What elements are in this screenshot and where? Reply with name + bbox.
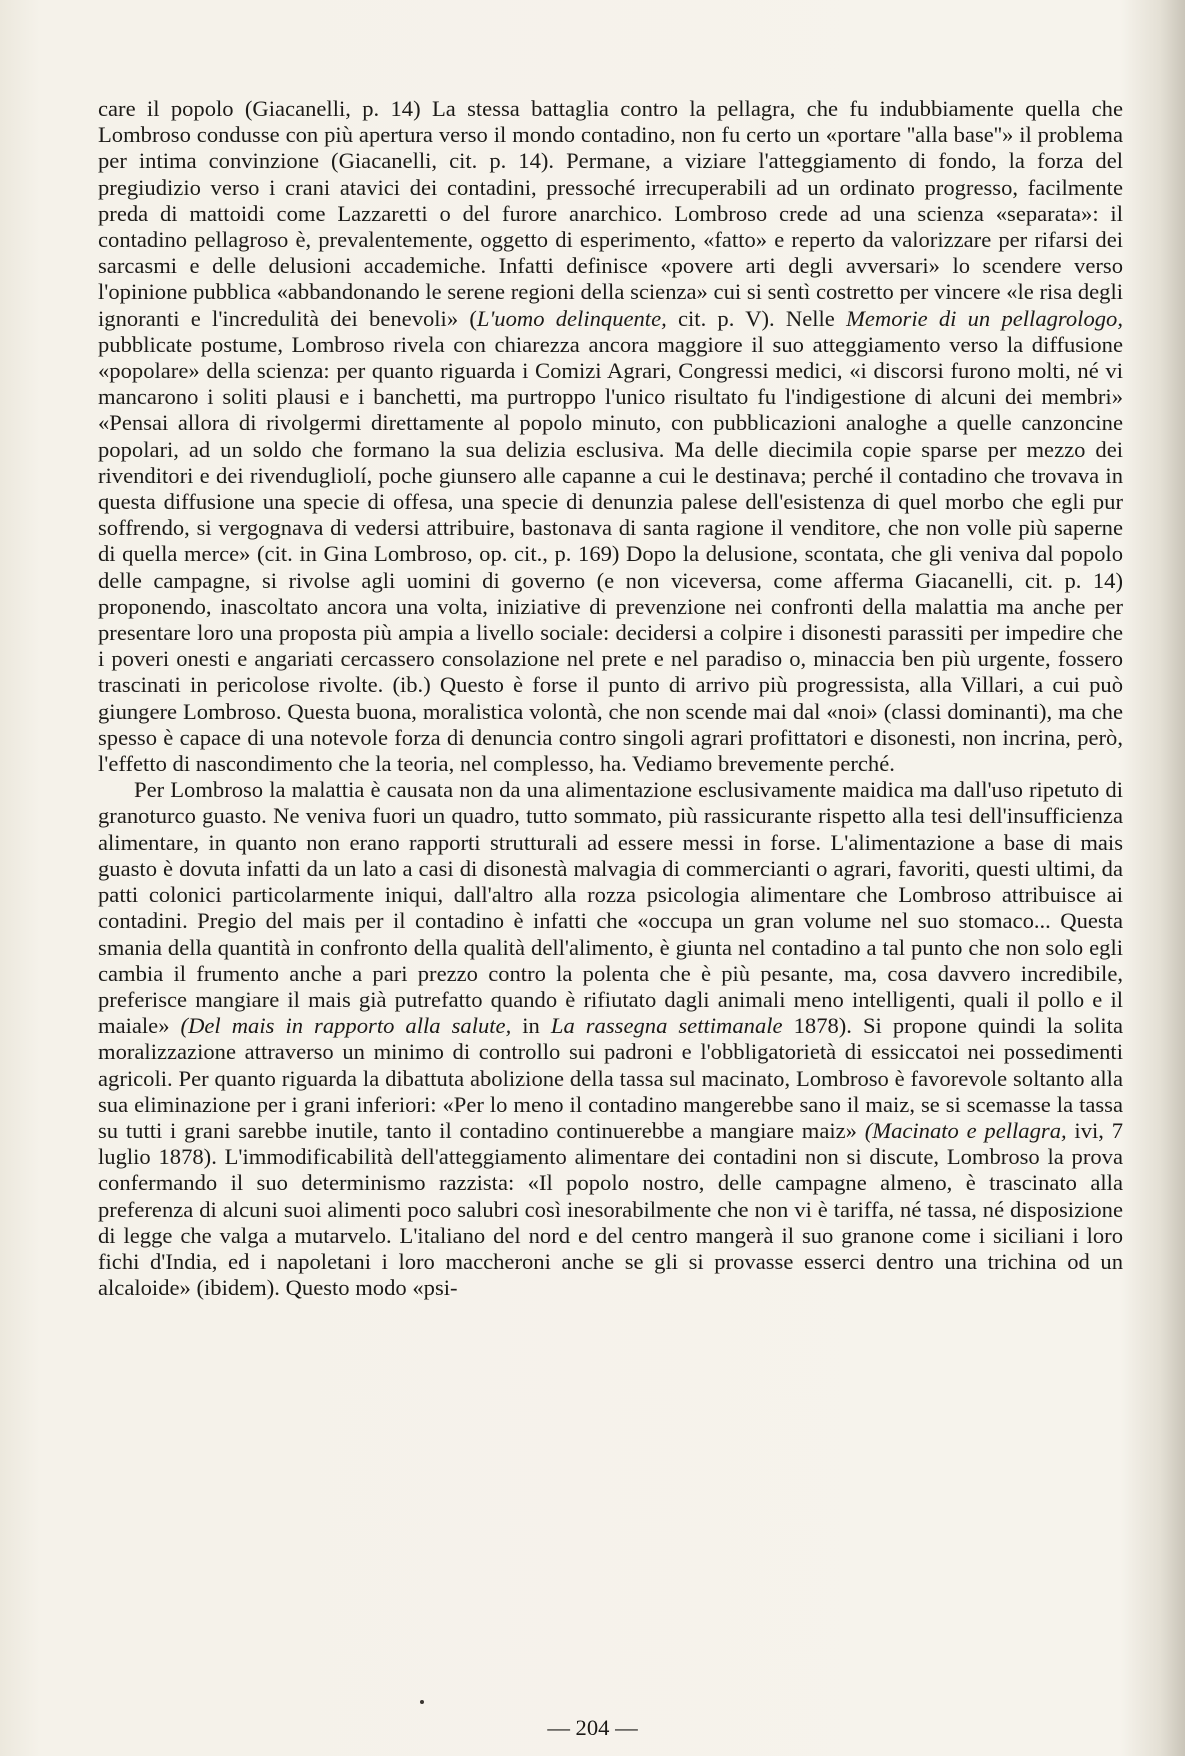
paragraph-2-text-2: in bbox=[511, 1013, 551, 1039]
stray-dot-mark bbox=[420, 1700, 424, 1704]
paragraph-2-text-1: Per Lombroso la malattia è causata non da una alimentazione esclusivamente maidica ma dall'uso ripetuto di granoturco guasto. Ne veniva fuori un quadro, tutto sommato, più rassicurante rispetto alla tesi dell'insufficienza alimentare, in quanto non erano rapporti strutturali ad essere messi in forse. L'alimentazione a base di mais guasto è dovuta infatti da un lato a casi di disonestà malvagia di commercianti o agrari, favoriti, questi ultimi, da patti colonici particolarmente iniqui, dall'altro alla rozza psicologia alimentare che Lombroso attribuisce ai contadini. Pregio del mais per il contadino è infatti che «occupa un gran volume nel suo stomaco... Questa smania della quantità in confronto della qualità dell'alimento, è giunta nel contadino a tal punto che non solo egli cambia il frumento anche a pari prezzo contro la polenta che è più pesante, ma, cosa davvero incredibile, preferisce mangiare il mais già putrefatto quando è rifiutato dagli animali meno intelligenti, quali il pollo e il maiale» bbox=[98, 777, 1123, 1039]
italic-title-memorie-pellagrologo: Memorie di un pellagrologo, bbox=[846, 305, 1123, 331]
paragraph-1-text-2: cit. p. V). Nelle bbox=[666, 305, 847, 331]
italic-title-rassegna-settimanale: La rassegna settimanale bbox=[550, 1013, 783, 1039]
italic-title-uomo-delinquente: L'uomo delinquente, bbox=[476, 305, 667, 331]
paragraph-2-text-3: 1878). Si propone quindi la solita moralizzazione attraverso un minimo di controllo sui padroni e l'obbligatorietà di essiccatoi nei possedimenti agricoli. Per quanto riguarda la dibattuta abolizione della tassa sul macinato, Lombroso è favorevole soltanto alla sua eliminazione per i grani inferiori: «Per lo meno il contadino mangerebbe sano il maiz, se si scemasse la tassa su tutti i grani sarebbe inutile, tanto il contadino continuerebbe a mangiare maiz» bbox=[98, 1013, 1123, 1143]
paragraph-1-text-1: care il popolo (Giacanelli, p. 14) La stessa battaglia contro la pellagra, che fu indubbiamente quella che Lombroso condusse con più apertura verso il mondo contadino, non fu certo un «portare ''alla base''» il problema per intima convinzione (Giacanelli, cit. p. 14). Permane, a viziare l'atteggiamento di fondo, la forza del pregiudizio verso i crani atavici dei contadini, pressoché irrecuperabili ad un ordinato progresso, facilmente preda di mattoidi come Lazzaretti o del furore anarchico. Lombroso crede ad una scienza «separata»: il contadino pellagroso è, prevalentemente, oggetto di esperimento, «fatto» e reperto da valorizzare per rifarsi dei sarcasmi e delle delusioni accademiche. Infatti definisce «povere arti degli avversari» lo scendere verso l'opinione pubblica «abbandonando le serene regioni della scienza» cui si sentì costretto per vincere «le risa degli ignoranti e l'incredulità dei benevoli» ( bbox=[98, 96, 1123, 331]
page-number: — 204 — bbox=[547, 1715, 638, 1740]
italic-title-del-mais: (Del mais in rapporto alla salute, bbox=[180, 1013, 512, 1039]
paragraph-2-text-4: ivi, 7 luglio 1878). L'immodificabilità dell'atteggiamento alimentare dei contadini non si discute, Lombroso la prova confermando il suo determinismo razzista: «Il popolo nostro, delle campagne almeno, è trascinato alla preferenza di alcuni suoi alimenti poco salubri così inesorabilmente che non vi è tariffa, né tassa, né disposizione di legge che valga a mutarvelo. L'italiano del nord e del centro mangerà il suo granone come i siciliani i loro fichi d'India, ed i napoletani i loro maccheroni anche se gli si provasse esserci dentro una trichina od un alcaloide» (ibidem). Questo modo «psi- bbox=[98, 1117, 1123, 1301]
paragraph-2 bbox=[98, 777, 1123, 1301]
paragraph-1-text-3: pubblicate postume, Lombroso rivela con chiarezza ancora maggiore il suo atteggiamento verso la diffusione «popolare» della scienza: per quanto riguarda i Comizi Agrari, Congressi medici, «i discorsi furono molti, né vi mancarono i soliti plausi e i banchetti, ma purtroppo l'unico risultato fu l'indigestione di alcuni dei membri» «Pensai allora di rivolgermi direttamente al popolo minuto, con pubblicazioni analoghe a quelle canzoncine popolari, ad un soldo che formano la sua delizia esclusiva. Ma delle diecimila copie sparse per mezzo dei rivenditori e dei rivendugliolí, poche giunsero alle capanne a cui le destinava; perché il contadino che trovava in questa diffusione una specie di offesa, una specie di denunzia palese dell'esistenza di quel morbo che egli pur soffrendo, si vergognava di vedersi attribuire, bastonava di santa ragione il venditore, che non volle più saperne di quella merce» (cit. in Gina Lombroso, op. cit., p. 169) Dopo la delusione, scontata, che gli veniva dal popolo delle campagne, si rivolse agli uomini di governo (e non viceversa, come afferma Giacanelli, cit. p. 14) proponendo, inascoltato ancora una volta, iniziative di prevenzione nei confronti della malattia ma anche per presentare loro una proposta più ampia a livello sociale: decidersi a colpire i disonesti parassiti per impedire che i poveri onesti e angariati cercassero consolazione nel prete e nel paradiso o, minaccia ben più urgente, fossero trascinati in pericolose rivolte. (ib.) Questo è forse il punto di arrivo più progressista, alla Villari, a cui può giungere Lombroso. Questa buona, moralistica volontà, che non scende mai dal «noi» (classi dominanti), ma che spesso è capace di una notevole forza di denuncia contro singoli agrari profittatori e disonesti, non incrina, però, l'effetto di nascondimento che la teoria, nel complesso, ha. Vediamo brevemente perché. bbox=[98, 331, 1123, 777]
italic-title-macinato-pellagra: (Macinato e pellagra, bbox=[864, 1117, 1067, 1143]
paragraph-1 bbox=[98, 96, 1123, 777]
body-text bbox=[98, 96, 1123, 1301]
